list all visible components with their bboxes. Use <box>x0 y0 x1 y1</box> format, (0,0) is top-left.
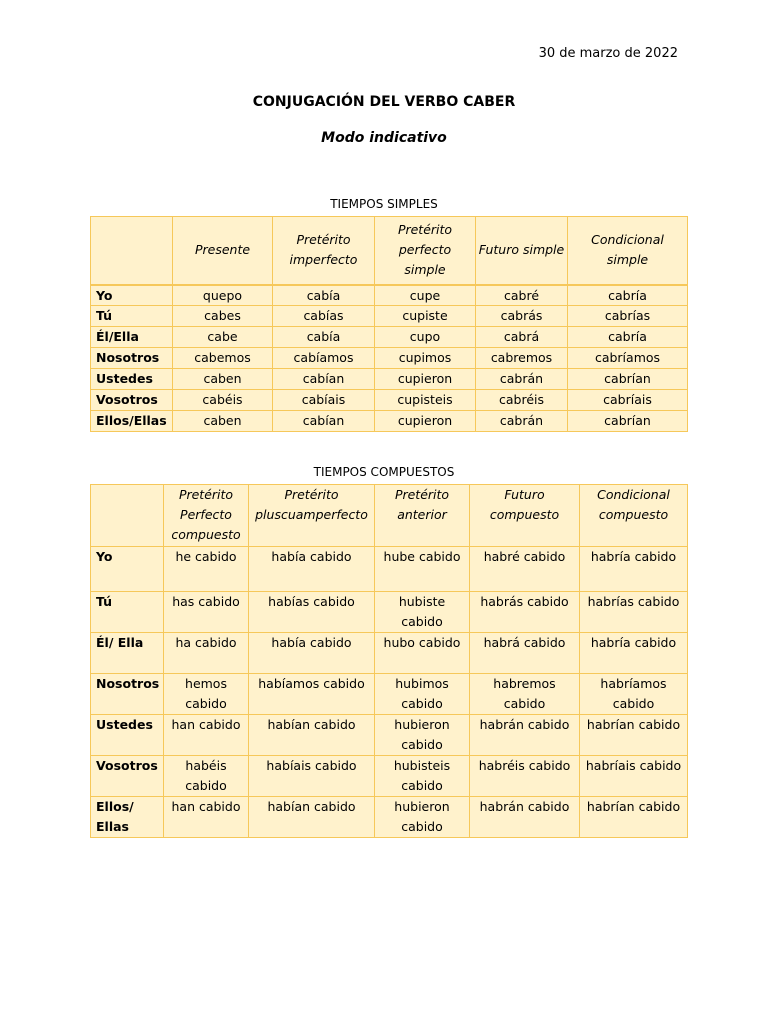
conjugation-cell: hubiste cabido <box>375 592 470 633</box>
conjugation-cell: cabéis <box>173 390 273 411</box>
conjugation-cell: hubimos cabido <box>375 674 470 715</box>
conjugation-cell: cabría <box>568 327 688 348</box>
conjugation-cell: habíais cabido <box>249 756 375 797</box>
conjugation-cell: has cabido <box>164 592 249 633</box>
table-row <box>91 547 688 592</box>
column-header: Pretérito imperfecto <box>273 217 375 285</box>
pronoun-cell: Él/Ella <box>91 327 173 348</box>
simple-tenses-table <box>90 216 688 432</box>
conjugation-cell: han cabido <box>164 797 249 838</box>
conjugation-cell: cupo <box>375 327 476 348</box>
conjugation-cell: cabréis <box>476 390 568 411</box>
conjugation-cell: han cabido <box>164 715 249 756</box>
table-row <box>91 797 688 838</box>
conjugation-cell: hubieron cabido <box>375 715 470 756</box>
pronoun-cell: Tú <box>91 592 164 633</box>
empty-header-cell <box>91 217 173 285</box>
conjugation-cell: habían cabido <box>249 715 375 756</box>
conjugation-cell: cabíais <box>273 390 375 411</box>
column-header: Presente <box>173 217 273 285</box>
conjugation-cell: hubieron cabido <box>375 797 470 838</box>
table-row <box>91 369 688 390</box>
pronoun-cell: Yo <box>91 547 164 592</box>
table-row <box>91 285 688 306</box>
column-header: Pretérito anterior <box>375 485 470 547</box>
conjugation-cell: habríamos cabido <box>580 674 688 715</box>
conjugation-cell: cupieron <box>375 369 476 390</box>
table-header-row <box>91 217 688 285</box>
conjugation-cell: habríais cabido <box>580 756 688 797</box>
pronoun-cell: Vosotros <box>91 756 164 797</box>
pronoun-cell: Ustedes <box>91 369 173 390</box>
conjugation-cell: habrás cabido <box>470 592 580 633</box>
conjugation-cell: había cabido <box>249 633 375 674</box>
column-header: Pretérito pluscuamperfecto <box>249 485 375 547</box>
conjugation-cell: cabrán <box>476 369 568 390</box>
conjugation-cell: cabríamos <box>568 348 688 369</box>
table-header-row <box>91 485 688 547</box>
conjugation-cell: habéis cabido <box>164 756 249 797</box>
conjugation-cell: cabe <box>173 327 273 348</box>
conjugation-cell: cabría <box>568 285 688 306</box>
table-row <box>91 674 688 715</box>
pronoun-cell: Vosotros <box>91 390 173 411</box>
pronoun-cell: Tú <box>91 306 173 327</box>
conjugation-cell: he cabido <box>164 547 249 592</box>
table-row <box>91 633 688 674</box>
column-header: Futuro compuesto <box>470 485 580 547</box>
conjugation-cell: cabías <box>273 306 375 327</box>
conjugation-cell: habrían cabido <box>580 715 688 756</box>
conjugation-cell: habrán cabido <box>470 715 580 756</box>
simple-tenses-caption: TIEMPOS SIMPLES <box>330 197 438 211</box>
conjugation-cell: hemos cabido <box>164 674 249 715</box>
column-header: Pretérito Perfecto compuesto <box>164 485 249 547</box>
table-row <box>91 592 688 633</box>
conjugation-cell: cabían <box>273 369 375 390</box>
conjugation-cell: caben <box>173 369 273 390</box>
table-row <box>91 390 688 411</box>
table-row <box>91 327 688 348</box>
conjugation-cell: cabremos <box>476 348 568 369</box>
conjugation-cell: cabríais <box>568 390 688 411</box>
pronoun-cell: Ustedes <box>91 715 164 756</box>
conjugation-cell: hube cabido <box>375 547 470 592</box>
conjugation-cell: habrían cabido <box>580 797 688 838</box>
column-header: Futuro simple <box>476 217 568 285</box>
compound-tenses-caption: TIEMPOS COMPUESTOS <box>313 465 455 479</box>
conjugation-cell: caben <box>173 411 273 432</box>
pronoun-cell: Nosotros <box>91 674 164 715</box>
pronoun-cell: Ellos/ Ellas <box>91 797 164 838</box>
conjugation-cell: habría cabido <box>580 633 688 674</box>
compound-tenses-table <box>90 484 688 838</box>
conjugation-cell: cabes <box>173 306 273 327</box>
document-date: 30 de marzo de 2022 <box>538 46 678 61</box>
column-header: Pretérito perfecto simple <box>375 217 476 285</box>
pronoun-cell: Él/ Ella <box>91 633 164 674</box>
conjugation-cell: habrá cabido <box>470 633 580 674</box>
conjugation-cell: quepo <box>173 285 273 306</box>
document-subtitle: Modo indicativo <box>321 130 447 146</box>
conjugation-cell: cabía <box>273 327 375 348</box>
conjugation-cell: había cabido <box>249 547 375 592</box>
conjugation-cell: cabré <box>476 285 568 306</box>
empty-header-cell <box>91 485 164 547</box>
document-title: CONJUGACIÓN DEL VERBO CABER <box>252 94 516 110</box>
pronoun-cell: Yo <box>91 285 173 306</box>
conjugation-cell: cabrás <box>476 306 568 327</box>
conjugation-cell: cupimos <box>375 348 476 369</box>
column-header: Condicional compuesto <box>580 485 688 547</box>
conjugation-cell: cabía <box>273 285 375 306</box>
conjugation-cell: cupieron <box>375 411 476 432</box>
conjugation-cell: cupiste <box>375 306 476 327</box>
table-row <box>91 715 688 756</box>
conjugation-cell: cabrían <box>568 411 688 432</box>
conjugation-cell: cabrán <box>476 411 568 432</box>
conjugation-cell: cupisteis <box>375 390 476 411</box>
conjugation-cell: cabrían <box>568 369 688 390</box>
table-row <box>91 306 688 327</box>
conjugation-cell: cabían <box>273 411 375 432</box>
conjugation-cell: habría cabido <box>580 547 688 592</box>
pronoun-cell: Nosotros <box>91 348 173 369</box>
conjugation-cell: cabrías <box>568 306 688 327</box>
conjugation-cell: habías cabido <box>249 592 375 633</box>
conjugation-cell: habremos cabido <box>470 674 580 715</box>
column-header: Condicional simple <box>568 217 688 285</box>
conjugation-cell: habrías cabido <box>580 592 688 633</box>
table-row <box>91 348 688 369</box>
conjugation-cell: habré cabido <box>470 547 580 592</box>
conjugation-cell: hubo cabido <box>375 633 470 674</box>
conjugation-cell: habían cabido <box>249 797 375 838</box>
table-row <box>91 756 688 797</box>
conjugation-cell: habíamos cabido <box>249 674 375 715</box>
conjugation-cell: hubisteis cabido <box>375 756 470 797</box>
conjugation-cell: cabrá <box>476 327 568 348</box>
conjugation-cell: habrán cabido <box>470 797 580 838</box>
conjugation-cell: cupe <box>375 285 476 306</box>
conjugation-cell: cabemos <box>173 348 273 369</box>
table-row <box>91 411 688 432</box>
pronoun-cell: Ellos/Ellas <box>91 411 173 432</box>
conjugation-cell: ha cabido <box>164 633 249 674</box>
conjugation-cell: cabíamos <box>273 348 375 369</box>
conjugation-cell: habréis cabido <box>470 756 580 797</box>
